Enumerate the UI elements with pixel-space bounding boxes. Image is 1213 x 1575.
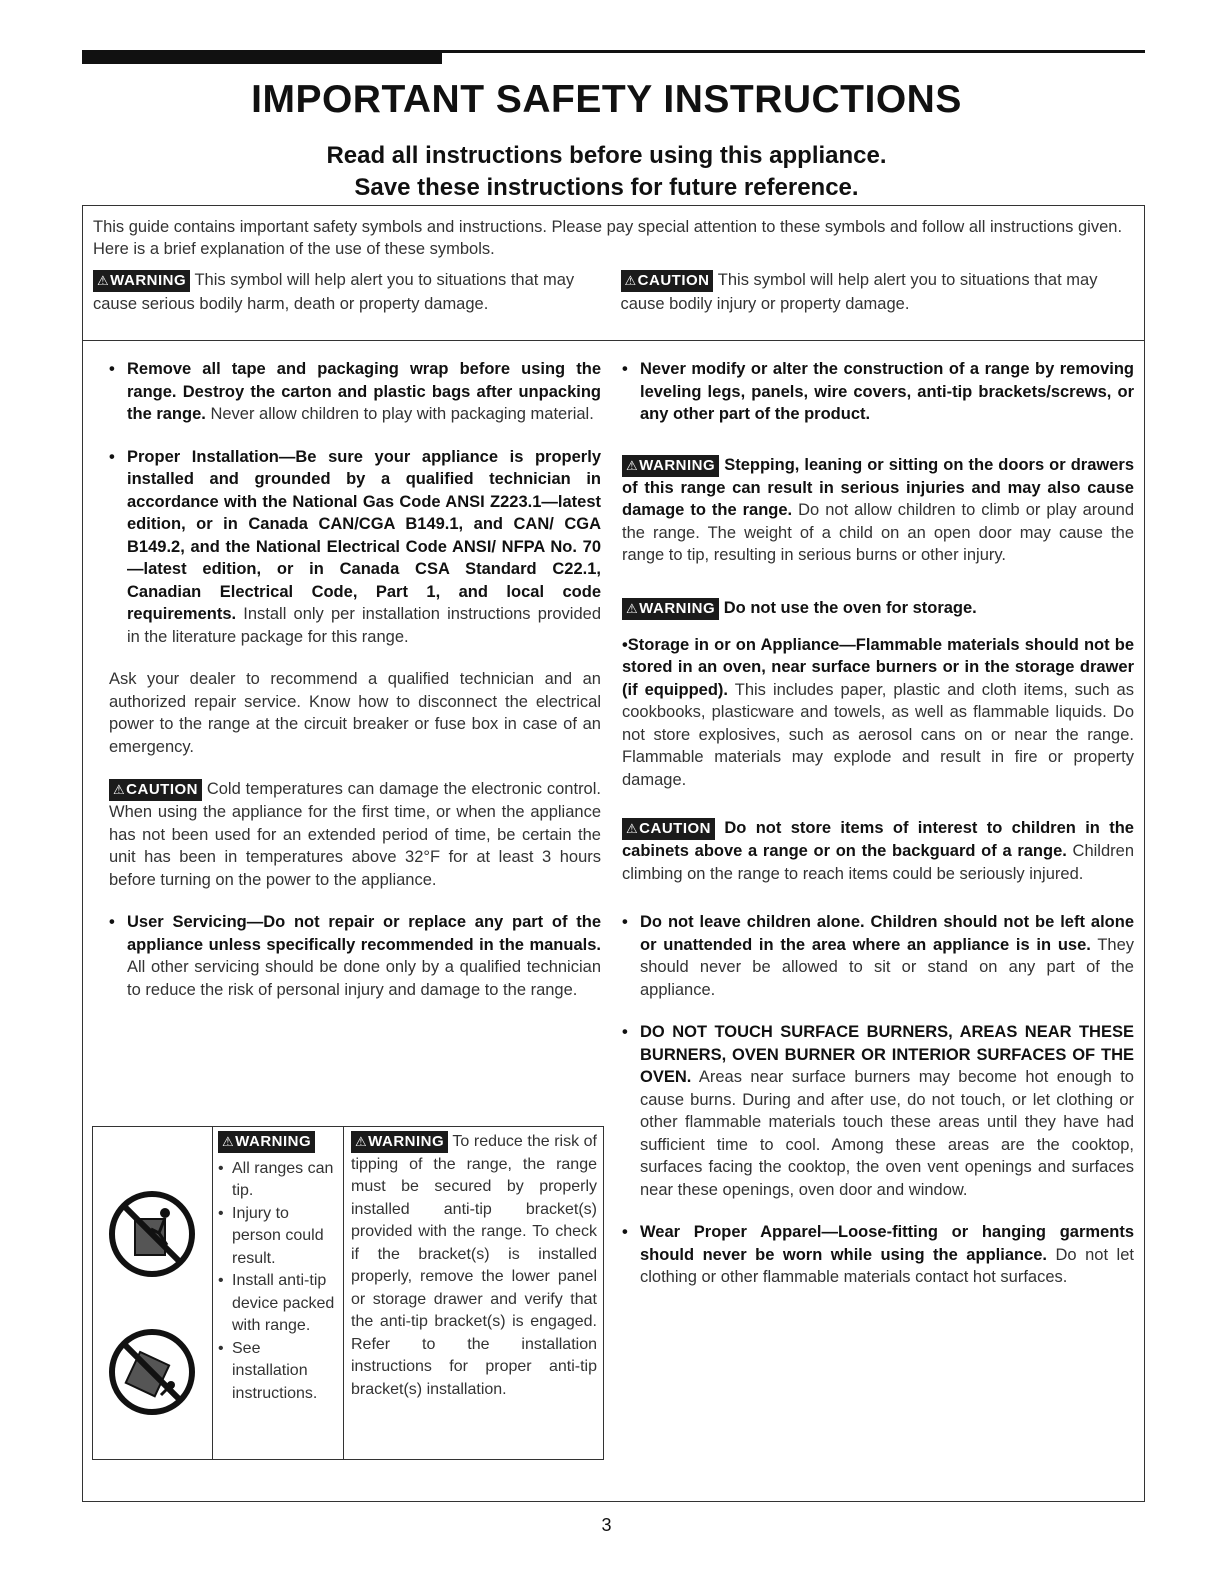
doors-warning: ⚠WARNING Stepping, leaning or sitting on the doors or drawers of this range can result in serious injuries and may also cause damage to the range. Do not allow children to climb or play around the range. The weight of a child on an open door may cause the range to tip, resulting in serious burns or other injury. xyxy=(622,455,1134,564)
warning-triangle-icon: ⚠ xyxy=(624,273,637,288)
no-climbing-icon xyxy=(107,1189,197,1279)
caution-badge: ⚠CAUTION xyxy=(622,818,715,840)
page-number: 3 xyxy=(601,1515,612,1535)
warning-badge: ⚠WARNING xyxy=(351,1131,448,1153)
caution-badge: ⚠CAUTION xyxy=(621,270,714,292)
warning-triangle-icon: ⚠ xyxy=(626,821,639,836)
burners-instruction: • DO NOT TOUCH SURFACE BURNERS, AREAS NEAR THESE BURNERS, OVEN BURNER OR INTERIOR SURFACES OF THE OVEN. Areas near surface burners may become hot enough to cause burns. During and after use, do not touch, or let clothing or other flammable materials touch these areas until they have had sufficient time to cool. Among these areas are the cooktop, surfaces facing the cooktop, the oven vent openings and surfaces near these openings, oven door and window. xyxy=(622,1021,1134,1201)
top-rule-thick xyxy=(82,50,442,64)
anti-tip-warning-box xyxy=(92,1126,604,1460)
modify-instruction: • Never modify or alter the construction of a range by removing leveling legs, panels, wire covers, anti-tip brackets/screws, or any other part of the product. xyxy=(622,358,1134,426)
anti-tip-text: ⚠WARNING To reduce the risk of tipping of the range, the range must be secured by properly installed anti-tip bracket(s) provided with the range. To check if the bracket(s) is installed properly, remove the lower panel or storage drawer and verify that the anti-tip bracket(s) is engaged. Refer to the installation instructions for proper anti-tip bracket(s) installation. xyxy=(351,1133,597,1398)
cold-caution: ⚠CAUTION Cold temperatures can damage the electronic control. When using the appliance for the first time, or when the appliance has not been used for an extended period of time, be certain the unit has been in temperatures above 32°F for at least 3 hours before turning on the power to the appliance. xyxy=(109,780,601,889)
intro-text: This guide contains important safety symbols and instructions. Please pay special attention to these symbols and follow all instructions given. Here is a brief explanation of the use of these symbols. xyxy=(93,218,1123,258)
warning-triangle-icon: ⚠ xyxy=(113,782,126,797)
list-item: • See installation instructions. xyxy=(218,1338,339,1406)
installation-instruction: • Proper Installation—Be sure your appliance is properly installed and grounded by a qualified technician in accordance with the National Gas Code ANSI Z223.1—latest edition, or in Canada CAN/CGA B149.1, and CAN/ CGA B149.2, and the National Electrical Code ANSI/ NFPA No. 70—latest edition, or in Canada CSA Standard C22.1, Canadian Electrical Code, Part 1, and local code requirements. Install only per installation instructions provided in the literature package for this range. xyxy=(109,446,601,649)
servicing-instruction: • User Servicing—Do not repair or replace any part of the appliance unless specifically recommended in the manuals. All other servicing should be done only by a qualified technician to reduce the risk of personal injury and damage to the range. xyxy=(109,911,601,1001)
packaging-instruction: • Remove all tape and packaging wrap before using the range. Destroy the carton and plastic bags after unpacking the range. Never allow children to play with packaging material. xyxy=(109,358,601,426)
subtitle-save: Save these instructions for future reference. xyxy=(354,174,859,201)
warning-badge: ⚠WARNING xyxy=(218,1131,315,1153)
warning-triangle-icon: ⚠ xyxy=(97,273,110,288)
warning-badge: ⚠WARNING xyxy=(622,598,719,620)
tip-warning-list xyxy=(214,1127,344,1459)
oven-storage-warning: ⚠WARNING Do not use the oven for storage. xyxy=(622,597,1134,620)
children-instruction: • Do not leave children alone. Children should not be left alone or unattended in the area where an appliance is in use. They should never be allowed to sit or stand on any part of the appliance. xyxy=(622,911,1134,1001)
storage-instruction: •Storage in or on Appliance—Flammable materials should not be stored in an oven, near surface burners or in the storage drawer (if equipped). This includes paper, plastic and cloth items, such as cookbooks, plasticware and towels, as well as flammable liquids. Do not store explosives, such as aerosol cans on or near the range. Flammable materials may explode and result in fire or property damage. xyxy=(622,635,1134,789)
subtitle-read: Read all instructions before using this appliance. xyxy=(326,142,887,169)
symbol-intro-box xyxy=(82,205,1145,341)
list-item: • All ranges can tip. xyxy=(218,1158,339,1203)
right-column xyxy=(622,358,1134,1309)
warning-badge: ⚠WARNING xyxy=(93,270,190,292)
dealer-paragraph: Ask your dealer to recommend a qualified technician and an authorized repair service. Know how to disconnect the electrical power to the range at the circuit breaker or fuse box in case of an emergency. xyxy=(109,670,601,756)
warning-triangle-icon: ⚠ xyxy=(626,600,639,616)
page-title: IMPORTANT SAFETY INSTRUCTIONS xyxy=(251,78,962,121)
warning-triangle-icon: ⚠ xyxy=(626,457,639,473)
cabinet-caution: ⚠CAUTION Do not store items of interest to children in the cabinets above a range or on the backguard of a range. Children climbing on the range to reach items could be seriously injured. xyxy=(622,819,1134,883)
instructions-body xyxy=(82,340,1145,1502)
tip-over-illustrations xyxy=(93,1127,213,1459)
warning-triangle-icon: ⚠ xyxy=(222,1134,235,1149)
warning-badge: ⚠WARNING xyxy=(622,455,719,477)
warning-explanation: ⚠WARNING This symbol will help alert you to situations that may cause serious bodily harm, death or property damage. xyxy=(93,271,575,313)
apparel-instruction: • Wear Proper Apparel—Loose-fitting or hanging garments should never be worn while using the appliance. Do not let clothing or other flammable materials contact hot surfaces. xyxy=(622,1221,1134,1289)
warning-triangle-icon: ⚠ xyxy=(355,1134,368,1149)
list-item: • Install anti-tip device packed with range. xyxy=(218,1270,339,1338)
no-tipping-icon xyxy=(107,1327,197,1417)
list-item: • Injury to person could result. xyxy=(218,1203,339,1271)
caution-explanation: ⚠CAUTION This symbol will help alert you to situations that may cause bodily injury or property damage. xyxy=(620,271,1098,313)
caution-badge: ⚠CAUTION xyxy=(109,779,202,801)
left-column xyxy=(109,358,601,1021)
